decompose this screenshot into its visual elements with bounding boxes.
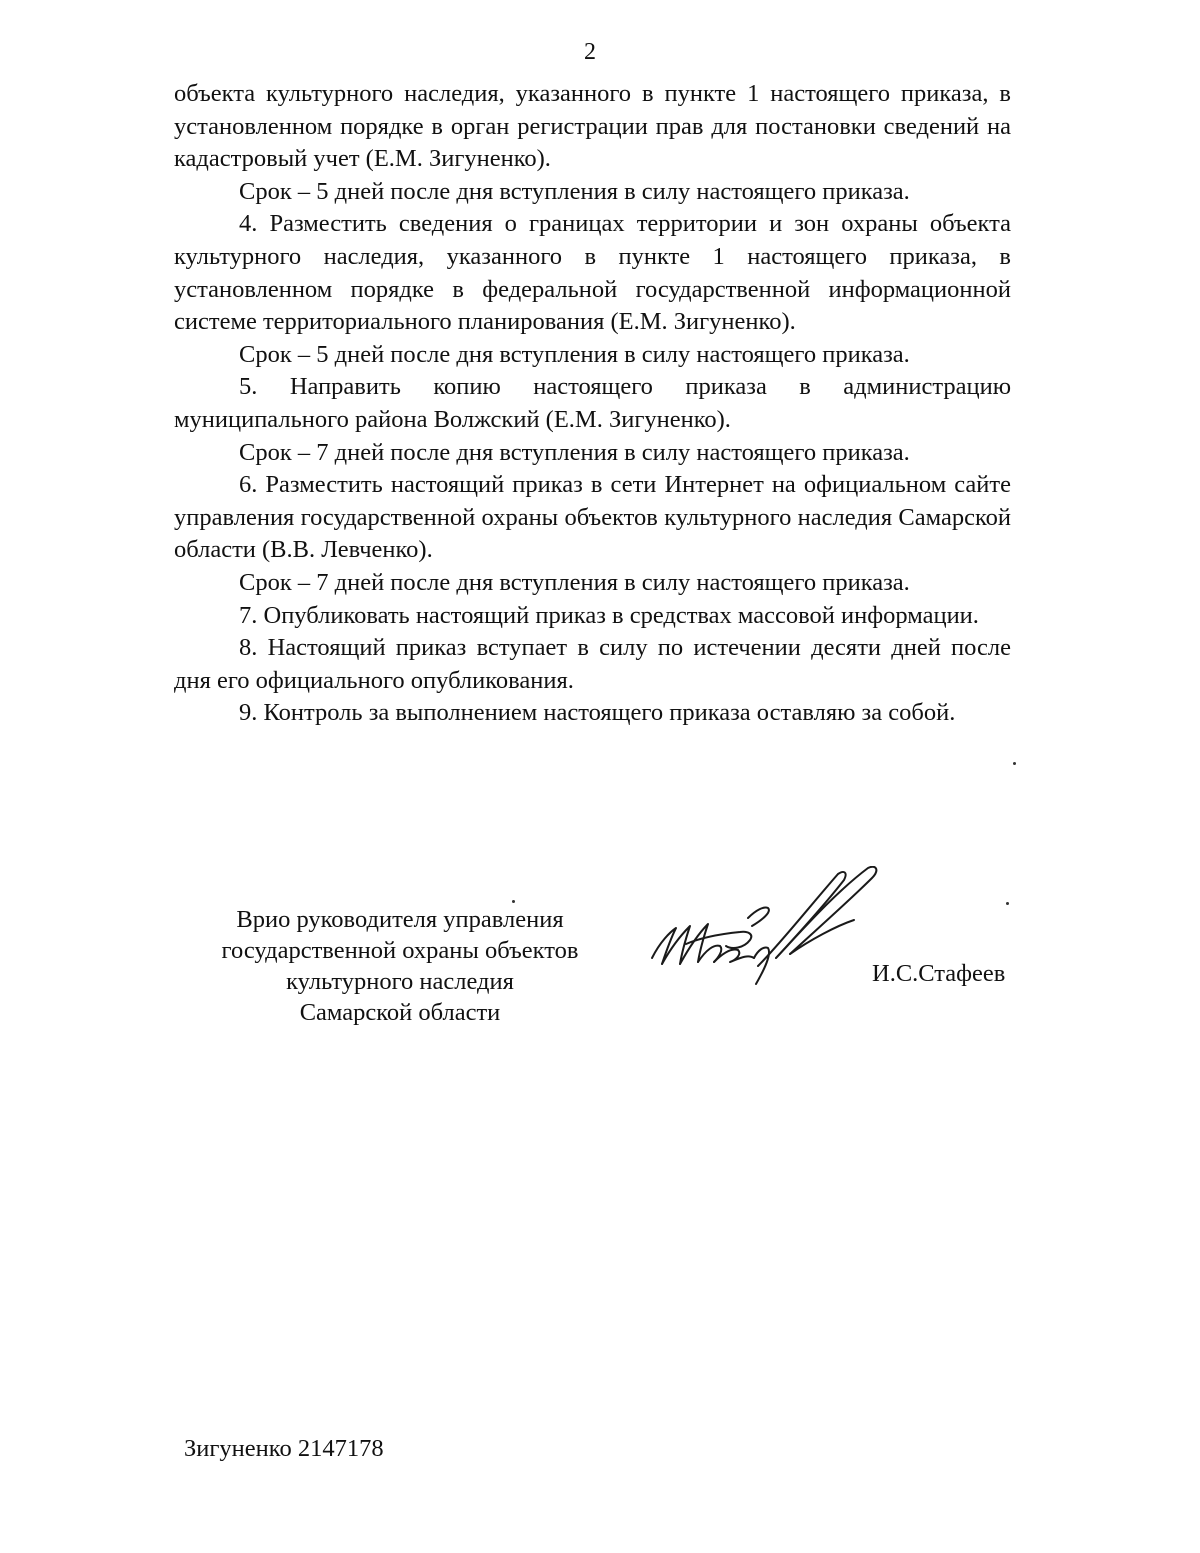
item-8-paragraph: 8. Настоящий приказ вступает в силу по истечении десяти дней после дня его официального опубликования. <box>174 634 1011 694</box>
executor-contact: Зигуненко 2147178 <box>184 1435 384 1462</box>
page-number: 2 <box>584 39 596 65</box>
scan-speck <box>1013 762 1016 765</box>
signer-name: И.С.Стафеев <box>872 960 1006 987</box>
item-4-paragraph: 4. Разместить сведения о границах территории и зон охраны объекта культурного наследия, указанного в пункте 1 настоящего приказа, в установленном порядке в федеральной государственной информационной системе территориального планирования (Е.М. Зигуненко). <box>174 210 1011 336</box>
item-5-paragraph: 5. Направить копию настоящего приказа в администрацию муниципального района Волжский (Е.М. Зигуненко). <box>174 373 1011 433</box>
deadline-paragraph: Срок – 7 дней после дня вступления в силу настоящего приказа. <box>239 568 910 596</box>
signer-position-line: государственной охраны объектов <box>221 937 579 964</box>
document-body <box>174 78 1011 730</box>
item-6-paragraph: 6. Разместить настоящий приказ в сети Интернет на официальном сайте управления государственной охраны объектов культурного наследия Самарской области (В.В. Левченко). <box>174 471 1011 564</box>
signer-position-line: Самарской области <box>299 999 501 1026</box>
signer-position-line: культурного наследия <box>286 968 514 995</box>
scan-speck <box>512 900 515 903</box>
signer-position <box>190 904 610 1028</box>
item-7-paragraph: 7. Опубликовать настоящий приказ в средствах массовой информации. <box>239 601 979 629</box>
deadline-paragraph: Срок – 7 дней после дня вступления в силу настоящего приказа. <box>239 438 910 466</box>
handwritten-signature <box>640 866 890 996</box>
deadline-paragraph: Срок – 5 дней после дня вступления в силу настоящего приказа. <box>239 340 910 368</box>
deadline-paragraph: Срок – 5 дней после дня вступления в силу настоящего приказа. <box>239 177 910 205</box>
signer-position-line: Врио руководителя управления <box>236 906 564 933</box>
paragraph-continuation: объекта культурного наследия, указанного в пункте 1 настоящего приказа, в установленном порядке в орган регистрации прав для постановки сведений на кадастровый учет (Е.М. Зигуненко). <box>174 80 1011 173</box>
item-9-paragraph: 9. Контроль за выполнением настоящего приказа оставляю за собой. <box>239 699 956 727</box>
scan-speck <box>1006 902 1009 905</box>
